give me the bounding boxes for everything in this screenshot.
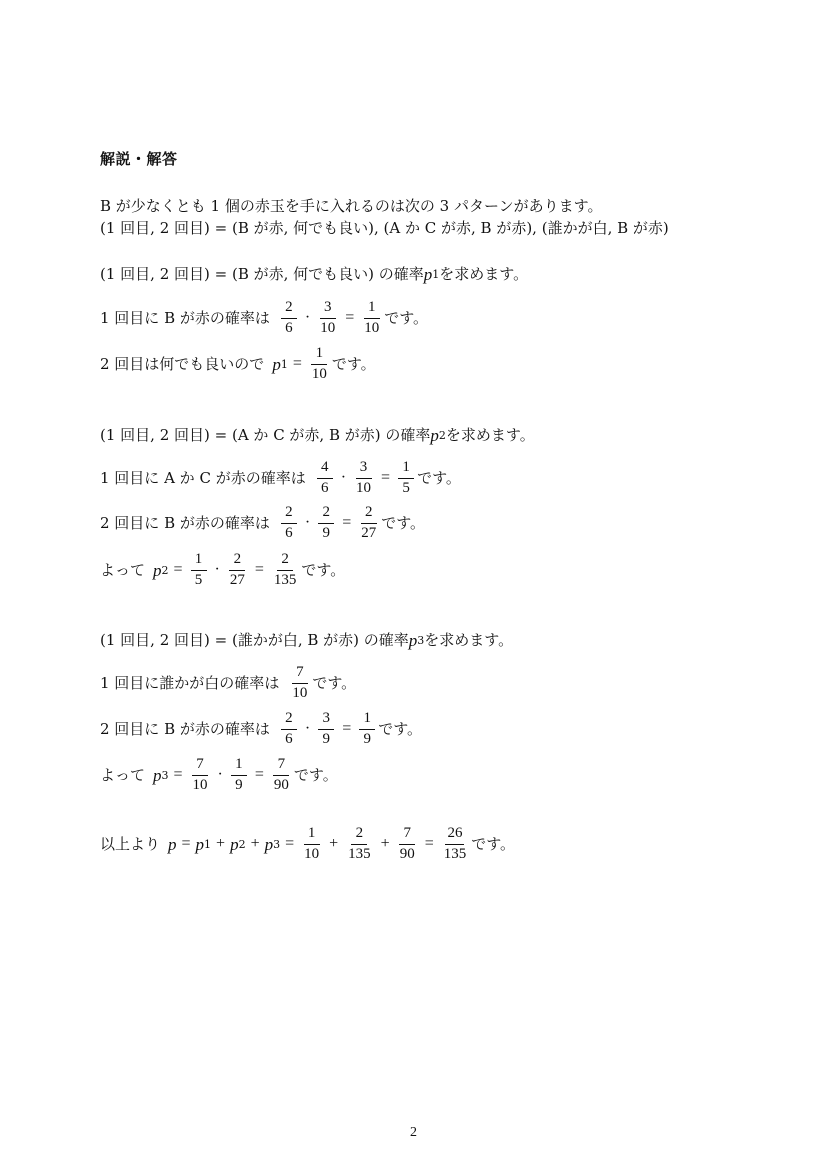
- section1-step1: 1 回目に B が赤の確率は $\frac{2}{6}$ · $\frac{3}{10}$ = $\frac{1}{10}$ です。: [100, 298, 429, 336]
- section3-step2: 2 回目に B が赤の確率は $\frac{2}{6}$ · $\frac{3}{9}$ = $\frac{1}{9}$ です。: [100, 709, 423, 747]
- section-heading: 解説・解答: [100, 150, 178, 168]
- fraction: $\frac{1}{5}$: [398, 460, 414, 497]
- fraction: $\frac{2}{27}$: [361, 503, 377, 541]
- fraction: $\frac{2}{6}$: [281, 300, 297, 337]
- section2-step3: よって p 2 = $\frac{1}{5}$ · $\frac{2}{27}$ = $\frac{2}{135}$ です。: [100, 550, 346, 588]
- intro-line-1: B が少なくとも 1 個の赤玉を手に入れるのは次の 3 パターンがあります。: [100, 196, 603, 215]
- section3-title: (1 回目, 2 回目) = (誰かが白, B が赤) の確率 p 3 を求めます。: [100, 630, 514, 650]
- fraction: $\frac{4}{6}$: [317, 460, 333, 497]
- intro-line-2: (1 回目, 2 回目) = (B が赤, 何でも良い), (A か C が赤, B が赤), (誰かが白, B が赤): [100, 218, 669, 237]
- fraction: $\frac{2}{9}$: [318, 505, 334, 542]
- section1-step2: 2 回目は何でも良いので p 1 = $\frac{1}{10}$ です。: [100, 344, 376, 382]
- fraction: $\frac{2}{6}$: [281, 505, 297, 542]
- fraction: $\frac{1}{5}$: [191, 552, 207, 589]
- section2-step1: 1 回目に A か C が赤の確率は $\frac{4}{6}$ · $\frac{3}{10}$ = $\frac{1}{5}$ です。: [100, 458, 461, 496]
- section3-step3: よって p 3 = $\frac{7}{10}$ · $\frac{1}{9}$ = $\frac{7}{90}$ です。: [100, 755, 338, 793]
- section2-step2: 2 回目に B が赤の確率は $\frac{2}{6}$ · $\frac{2}{9}$ = $\frac{2}{27}$ です。: [100, 503, 426, 541]
- section2-title: (1 回目, 2 回目) = (A か C が赤, B が赤) の確率 p 2 を求めます。: [100, 425, 535, 445]
- fraction: $\frac{2}{135}$: [348, 824, 371, 862]
- fraction: $\frac{1}{10}$: [311, 344, 327, 382]
- page-number: 2: [410, 1125, 417, 1140]
- fraction: $\frac{3}{10}$: [356, 458, 372, 496]
- fraction: $\frac{7}{90}$: [399, 824, 415, 862]
- fraction: $\frac{7}{90}$: [273, 755, 289, 793]
- section1-title: (1 回目, 2 回目) = (B が赤, 何でも良い) の確率 p 1 を求めます。: [100, 264, 529, 284]
- fraction: $\frac{7}{10}$: [292, 663, 308, 701]
- fraction: $\frac{2}{135}$: [273, 550, 297, 588]
- fraction: $\frac{2}{27}$: [229, 550, 245, 588]
- fraction: $\frac{3}{9}$: [318, 711, 334, 748]
- fraction: $\frac{2}{6}$: [281, 711, 297, 748]
- fraction: $\frac{1}{9}$: [231, 757, 247, 794]
- fraction: $\frac{26}{135}$: [443, 824, 467, 862]
- conclusion-line: 以上より p = p 1 + p 2 + p 3 = $\frac{1}{10}$ + $\frac{2}{135}$ + $\frac{7}{90}$ = $\frac{26}{135}$ です。: [100, 824, 516, 862]
- fraction: $\frac{7}{10}$: [192, 755, 208, 793]
- fraction: $\frac{1}{10}$: [364, 298, 380, 336]
- fraction: $\frac{1}{9}$: [359, 711, 375, 748]
- section3-step1: 1 回目に誰かが白の確率は $\frac{7}{10}$ です。: [100, 663, 357, 701]
- fraction: $\frac{1}{10}$: [304, 824, 320, 862]
- fraction: $\frac{3}{10}$: [320, 298, 336, 336]
